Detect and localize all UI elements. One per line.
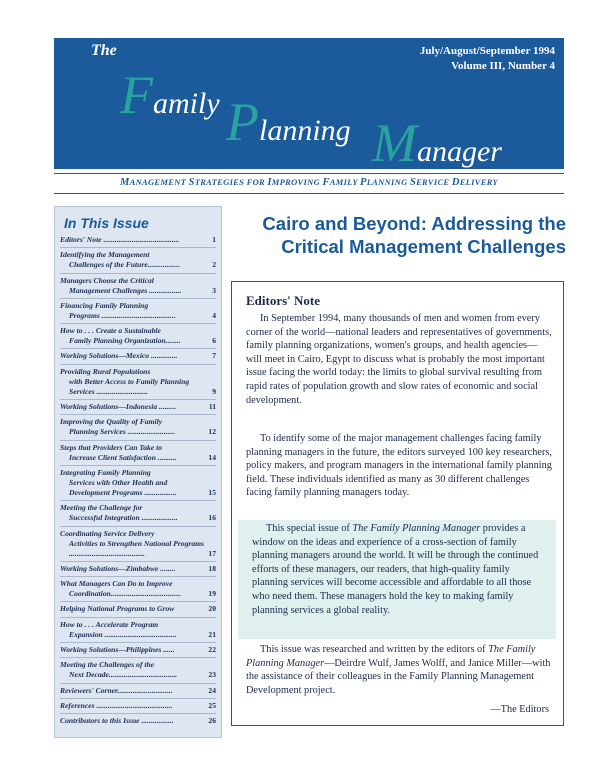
note-paragraph-2: To identify some of the major management challenges facing family planning managers in the future, the editors surveyed 100 key researchers, policy makers, and program managers in the international family planning field. These individuals identified as many as 30 different challenges facing family planning managers today. (246, 433, 552, 499)
toc-entry-title: Meeting the Challenge for Successful Integration ................... (60, 503, 178, 523)
toc-entry-title: Working Solutions—Philippines ...... (60, 645, 175, 655)
toc-entry (60, 250, 216, 270)
toc-entry (60, 417, 216, 437)
editors-signature: —The Editors (490, 704, 549, 715)
toc-entry (60, 351, 216, 361)
toc-entry-page: 11 (208, 402, 216, 412)
tagline-rule-top (54, 173, 564, 174)
toc-entry-title: Editors' Note ........................................ (60, 235, 180, 244)
toc-entry-title: Identifying the Management Challenges of the Future................. (60, 250, 180, 270)
toc-entry-page: 22 (208, 645, 216, 655)
toc-entry-title: Improving the Quality of Family Planning Services ......................... (60, 417, 176, 437)
issue-date: July/August/September 1994 (419, 45, 555, 57)
toc-separator (60, 657, 216, 658)
toc-separator (60, 399, 216, 400)
toc-entry (60, 235, 216, 245)
toc-entry-page: 7 (212, 351, 216, 361)
toc-entry-page: 20 (208, 604, 216, 614)
article-headline: Cairo and Beyond: Addressing the Critical Management Challenges (262, 213, 566, 257)
note-paragraph-1: In September 1994, many thousands of men and women from every corner of the world—national leaders and representatives of governments, family planning organizations, women's groups, and health agencies—will meet in Cairo, Egypt to discuss what is probably the most important issue facing the world today: the limits to global survival resulting from rapid rates of population growth and slow rates of economic and social development. (246, 313, 552, 406)
toc-entry-page: 21 (208, 629, 216, 639)
toc-entry-title: How to . . . Create a Sustainable Family Planning Organization........ (60, 326, 181, 346)
toc-entry (60, 276, 216, 296)
toc-separator (60, 348, 216, 349)
toc-entry (60, 326, 216, 346)
toc-entry (60, 660, 216, 680)
toc-entry-page: 16 (208, 513, 216, 523)
toc-entry (60, 686, 216, 696)
toc-separator (60, 465, 216, 466)
title-word-manager: Manager (372, 113, 502, 173)
editors-note-title: Editors' Note (246, 293, 321, 308)
toc-entry-page: 19 (208, 589, 216, 599)
toc-separator (60, 414, 216, 415)
toc-entry-page: 23 (208, 670, 216, 680)
toc-entry-page: 18 (208, 563, 216, 573)
toc-entry (60, 503, 216, 523)
in-this-issue-sidebar (54, 206, 222, 738)
toc-entry-page: 24 (208, 685, 216, 695)
toc-separator (60, 364, 216, 365)
toc-entry-title: References ........................................ (60, 700, 173, 710)
toc-separator (60, 440, 216, 441)
toc-entry (60, 443, 216, 463)
toc-entry-page: 25 (208, 700, 216, 710)
toc-separator (60, 323, 216, 324)
toc-separator (60, 601, 216, 602)
toc-entry-title: Providing Rural Populations with Better Access to Family Planning Services ........................... (60, 366, 190, 396)
toc-separator (60, 576, 216, 577)
note-paragraph-credits: This issue was researched and written by the editors of The Family Planning Manager—Deirdre Wulf, James Wolff, and Janice Miller—with the assistance of their colleagues in the Family Planning Management Development project. (246, 644, 551, 696)
toc-entry (60, 564, 216, 574)
toc-entry-page: 12 (208, 427, 216, 437)
issue-volume: Volume III, Number 4 (451, 60, 555, 72)
title-word-family: Family (120, 65, 220, 125)
toc-entry-title: Financing Family Planning Programs ....................................... (60, 300, 176, 320)
toc-entry-title: Reviewers' Corner............................. (60, 685, 173, 695)
publication-title (114, 64, 564, 173)
toc-entry-page: 26 (208, 716, 216, 726)
callout-paragraph: This special issue of The Family Planning Manager provides a window on the ideas and experience of a cross-section of family planning managers around the world. It will be through the continued efforts of these managers, our readers, that high-quality family planning services will become accessible and affordable to all those who need them. These managers hold the key to making family planning services a global reality. (252, 523, 539, 616)
toc-entry-page: 15 (208, 487, 216, 497)
toc-entry-title: Coordinating Service Delivery Activities to Strengthen National Programs ........................................ (60, 528, 205, 558)
editors-note-box (231, 281, 564, 726)
toc-separator (60, 500, 216, 501)
toc-separator (60, 642, 216, 643)
toc-title: In This Issue (64, 215, 149, 231)
toc-entry-title: Working Solutions—Indonesia ......... (60, 402, 177, 412)
special-issue-callout (238, 520, 556, 639)
title-word-planning: Planning (226, 92, 351, 152)
toc-entry-title: Contributors to this Issue ................. (60, 716, 174, 726)
toc-separator (60, 713, 216, 714)
toc-separator (60, 683, 216, 684)
toc-separator (60, 273, 216, 274)
toc-entry-page: 17 (208, 548, 216, 558)
toc-entry (60, 604, 216, 614)
toc-entry-title: Meeting the Challenges of the Next Decade.................................... (60, 660, 178, 680)
tagline: MANAGEMENT STRATEGIES FOR IMPROVING FAMILY PLANNING SERVICE DELIVERY (119, 177, 499, 188)
toc-entry-page: 4 (212, 310, 216, 320)
toc-entry (60, 701, 216, 711)
toc-entry-title: Managers Choose the Critical Management Challenges ................. (60, 275, 182, 295)
toc-entry-title: Steps that Providers Can Take to Increase Client Satisfaction .......... (60, 442, 177, 462)
toc-entry (60, 716, 216, 726)
toc-entry-title: Helping National Programs to Grow (60, 604, 175, 614)
toc-entry-page: 1 (212, 235, 216, 244)
toc-entry-title: How to . . . Accelerate Program Expansion ...................................... (60, 619, 177, 639)
masthead-banner (54, 38, 564, 173)
toc-entry (60, 529, 216, 559)
toc-entry-page: 9 (212, 386, 216, 396)
toc-entry-page: 6 (212, 336, 216, 346)
toc-entry-page: 2 (212, 260, 216, 270)
toc-separator (60, 561, 216, 562)
toc-separator (60, 698, 216, 699)
toc-separator (60, 247, 216, 248)
toc-entry (60, 620, 216, 640)
toc-entry-title: Working Solutions—Mexico .............. (60, 351, 178, 361)
toc-entry (60, 645, 216, 655)
toc-list (60, 235, 216, 729)
toc-entry (60, 579, 216, 599)
toc-entry-title: Integrating Family Planning Services with Other Health and Development Programs ................. (60, 467, 177, 497)
toc-entry (60, 468, 216, 498)
toc-entry-title: Working Solutions—Zimbabwe ........ (60, 563, 176, 573)
toc-entry (60, 402, 216, 412)
toc-separator (60, 526, 216, 527)
toc-entry-title: What Managers Can Do to Improve Coordination..................................... (60, 579, 182, 599)
toc-separator (60, 617, 216, 618)
tagline-rule-bottom (54, 193, 564, 194)
masthead-the: The (91, 42, 117, 59)
toc-entry-page: 14 (208, 452, 216, 462)
toc-separator (60, 298, 216, 299)
toc-entry (60, 301, 216, 321)
toc-entry (60, 367, 216, 397)
toc-entry-page: 3 (212, 285, 216, 295)
